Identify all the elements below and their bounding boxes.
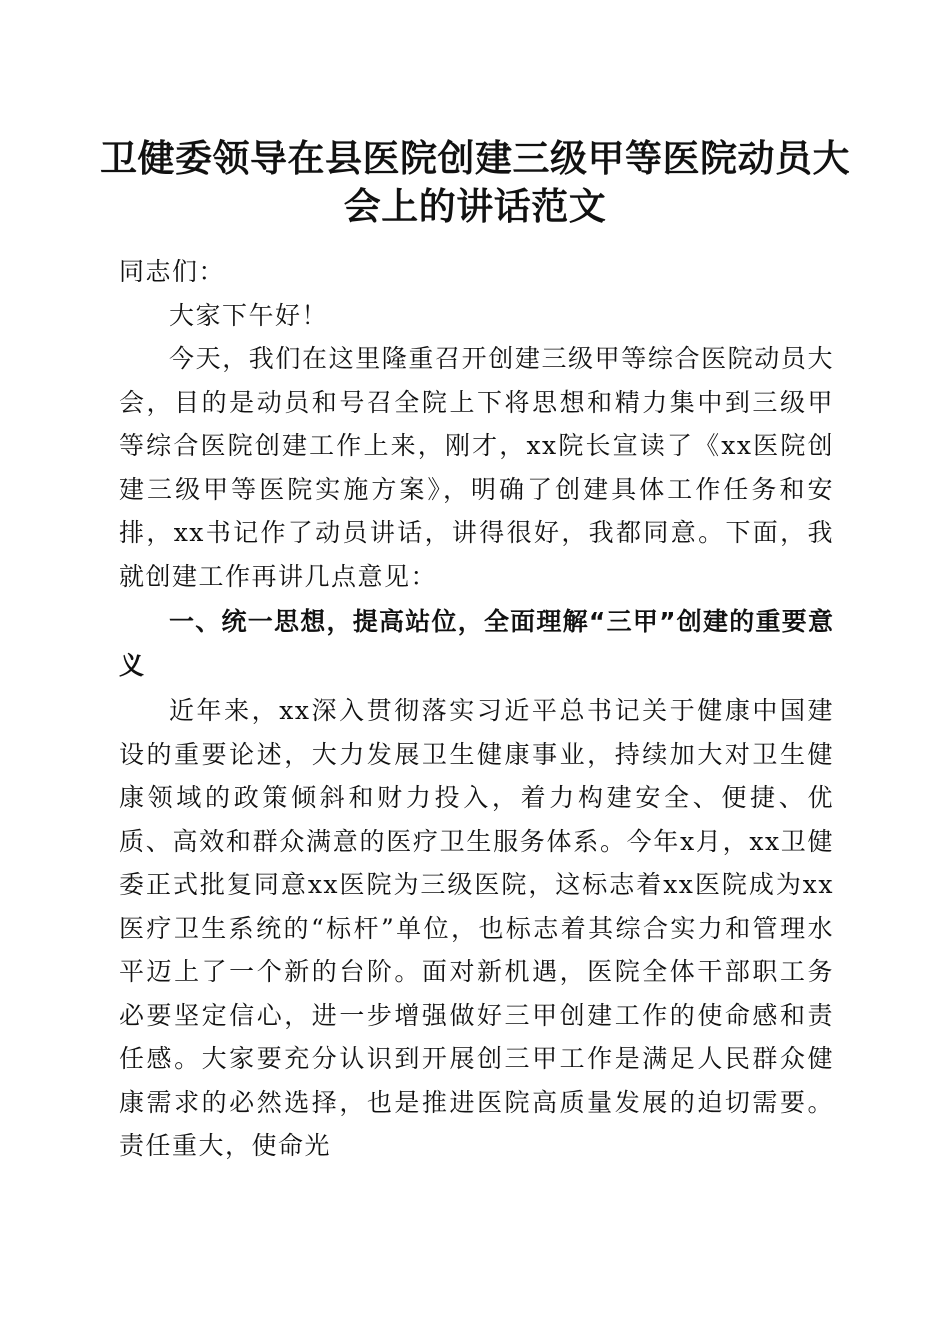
paragraph: 近年来，xx深入贯彻落实习近平总书记关于健康中国建设的重要论述，大力发展卫生健康事业，持续加大对卫生健康领域的政策倾斜和财力投入，着力构建安全、便捷、优质、高效和群众满意的医疗卫生服务体系。今年x月，xx卫健委正式批复同意xx医院为三级医院，这标志着xx医院成为xx医疗卫生系统的“标杆”单位，也标志着其综合实力和管理水平迈上了一个新的台阶。面对新机遇，医院全体干部职工务必要坚定信心，进一步增强做好三甲创建工作的使命感和责任感。大家要充分认识到开展创三甲工作是满足人民群众健康需求的必然选择，也是推进医院高质量发展的迫切需要。责任重大，使命光	[119, 696, 834, 1160]
document-body	[119, 250, 834, 1168]
paragraph: 今天，我们在这里隆重召开创建三级甲等综合医院动员大会，目的是动员和号召全院上下将思想和精力集中到三级甲等综合医院创建工作上来，刚才，xx院长宣读了《xx医院创建三级甲等医院实施方案》，明确了创建具体工作任务和安排，xx书记作了动员讲话，讲得很好，我都同意。下面，我就创建工作再讲几点意见：	[119, 344, 834, 591]
document-title: 卫健委领导在县医院创建三级甲等医院动员大会上的讲话范文	[100, 136, 850, 228]
greeting: 大家下午好！	[169, 300, 329, 330]
salutation: 同志们：	[119, 257, 226, 286]
section-heading: 一、统一思想，提高站位，全面理解“三甲”创建的重要意义	[119, 607, 834, 680]
